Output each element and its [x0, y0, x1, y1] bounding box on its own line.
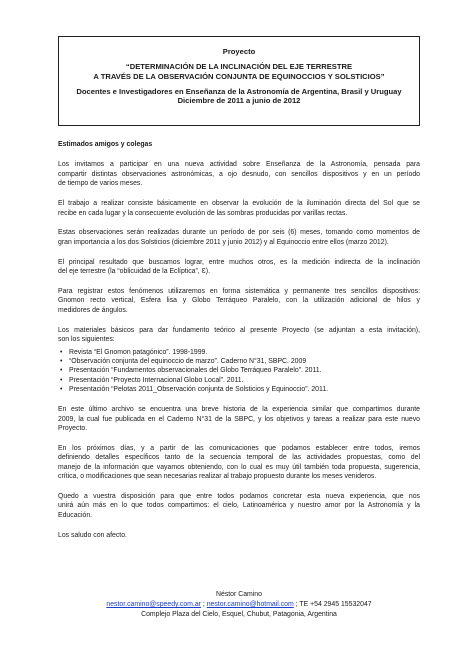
paragraph-closing — [58, 492, 420, 520]
project-subtitle-line-1: “DETERMINACIÓN DE LA INCLINACIÓN DEL EJE TERRESTRE — [125, 62, 353, 72]
paragraph-line: de tiempo de varios meses. — [58, 180, 143, 188]
paragraph-period — [58, 228, 420, 247]
materials-list — [58, 348, 420, 395]
paragraph-line: Educación. — [58, 511, 93, 519]
paragraph-invitation — [58, 160, 420, 188]
paragraph-line: En los próximos días, y a partir de las comunicaciones que podamos establecer entre todos, iremos — [58, 444, 420, 452]
email-link-speedy[interactable]: nestor.camino@speedy.com.ar — [106, 601, 201, 608]
paragraph-line: Estas observaciones serán realizadas durante un período de por seis (6) meses, tomando como momentos de — [58, 229, 420, 237]
project-audience: Docentes e Investigadores en Enseñanza de la Astronomía de Argentina, Brasil y Uruguay — [76, 86, 402, 96]
signature-block — [58, 590, 420, 620]
paragraph-line: manejo de la información que vayamos obteniendo, con lo cual es muy útil también toda propuesta, sugerencia, — [58, 463, 420, 471]
paragraph-line: Quedo a vuestra disposición para que entre todos podamos concretar esta nueva experiencia, que nos — [58, 492, 420, 500]
project-title: Proyecto — [222, 47, 256, 56]
list-item: • Presentación “Proyecto Internacional Globo Local”. 2011. — [60, 376, 244, 384]
bullet-icon: • — [60, 348, 63, 356]
paragraph-line: gran importancia a los dos Solsticios (diciembre 2011 y junio 2012) y al Equinoccio entre ellos (marzo 2012). — [58, 238, 389, 246]
list-item: • “Observación conjunta del equinoccio de marzo”. Caderno N°31, SBPC. 2009 — [60, 358, 307, 365]
paragraph-line: El trabajo a realizar consiste básicamente en observar la evolución de la iluminación directa del Sol que se — [58, 200, 420, 208]
paragraph-line: del eje terrestre (la “oblicuidad de la Eclíptica”, Ɛ). — [58, 268, 210, 276]
address: Complejo Plaza del Cielo, Esquel, Chubut, Patagonia, Argentina — [141, 611, 337, 618]
bullet-icon: • — [60, 386, 63, 394]
bullet-icon: • — [60, 376, 63, 384]
signer-name: Néstor Camino — [216, 591, 262, 598]
farewell: Los saludo con afecto. — [58, 531, 127, 539]
paragraph-line: Los materiales básicos para dar fundamento teórico al presente Proyecto (se adjuntan a esta invitación), — [58, 326, 420, 334]
project-subtitle-line-2: A TRAVÉS DE LA OBSERVACIÓN CONJUNTA DE EQUINOCCIOS Y SOLSTICIOS” — [93, 71, 385, 81]
list-item: • Revista “El Gnomon patagónico”. 1998-1999. — [60, 348, 208, 356]
greeting: Estimados amigos y colegas — [58, 141, 153, 148]
phone-number: ; TE +54 2945 15532047 — [293, 601, 372, 608]
paragraph-line: medidores de ángulos. — [58, 306, 128, 314]
paragraph-line: crítica, o modificaciones que sean necesarias realizar al trabajo propuesto durante los meses venideros. — [58, 473, 377, 481]
paragraph-line: Proyecto. — [58, 424, 88, 432]
email-link-hotmail[interactable]: nestor.camino@hotmail.com — [206, 601, 294, 608]
paragraph-history — [58, 405, 420, 433]
bullet-icon: • — [60, 367, 63, 375]
list-item: • Presentación “Pelotas 2011_Observación conjunta de Solsticios y Equinoccio”. 2011. — [60, 386, 329, 394]
paragraph-line: son los siguientes: — [58, 336, 115, 344]
bullet-icon: • — [60, 358, 63, 365]
paragraph-next-days — [58, 444, 420, 482]
paragraph-result — [58, 258, 420, 277]
paragraph-line: recibe en cada lugar y la consecuente evolución de las sombras producidas por varillas rectas. — [58, 209, 348, 217]
list-item: • Presentación “Fundamentos observacionales del Globo Terráqueo Paralelo”. 2011. — [60, 367, 322, 375]
paragraph-line: El principal resultado que buscamos lograr, entre muchos otros, es la medición indirecta de la inclinación — [58, 258, 420, 266]
contact-line: nestor.camino@speedy.com.ar ; nestor.camino@hotmail.com ; TE +54 2945 15532047 — [106, 601, 372, 608]
paragraph-line: Gnomon recto vertical, Esfera lisa y Globo Terráqueo Paralelo, con la utilización adicional de hilos y — [58, 297, 420, 305]
paragraph-line: En este último archivo se encuentra una breve historia de la experiencia similar que compartimos durante — [58, 406, 420, 414]
paragraph-line: Los invitamos a participar en una nueva actividad sobre Enseñanza de la Astronomía, pensada para — [58, 161, 420, 169]
paragraph-devices — [58, 287, 420, 315]
paragraph-line: 2009, la cual fue publicada en el Caderno N°31 de la SBPC, y los objetivos y tareas a realizar para este nuevo — [58, 415, 420, 423]
letter-body — [58, 140, 420, 540]
paragraph-materials-intro — [58, 326, 420, 345]
project-dates: Diciembre de 2011 a junio de 2012 — [177, 96, 301, 106]
paragraph-work — [58, 199, 420, 218]
paragraph-line: compartir distintas observaciones astronómicas, a ojo desnudo, con sencillos dispositivos y en un período — [58, 170, 420, 178]
project-header-box — [58, 36, 420, 126]
paragraph-line: definiendo detalles específicos tanto de la secuencia temporal de las actividades propuestas, como del — [58, 454, 420, 462]
paragraph-line: Para registrar estos fenómenos utilizaremos en forma sistemática y permanente tres sencillos dispositivos: — [58, 288, 420, 296]
paragraph-line: unirá aún más en lo que todos compartimos: el cielo, Latinoamérica y nuestro amor por la Astronomía y la — [58, 502, 420, 510]
